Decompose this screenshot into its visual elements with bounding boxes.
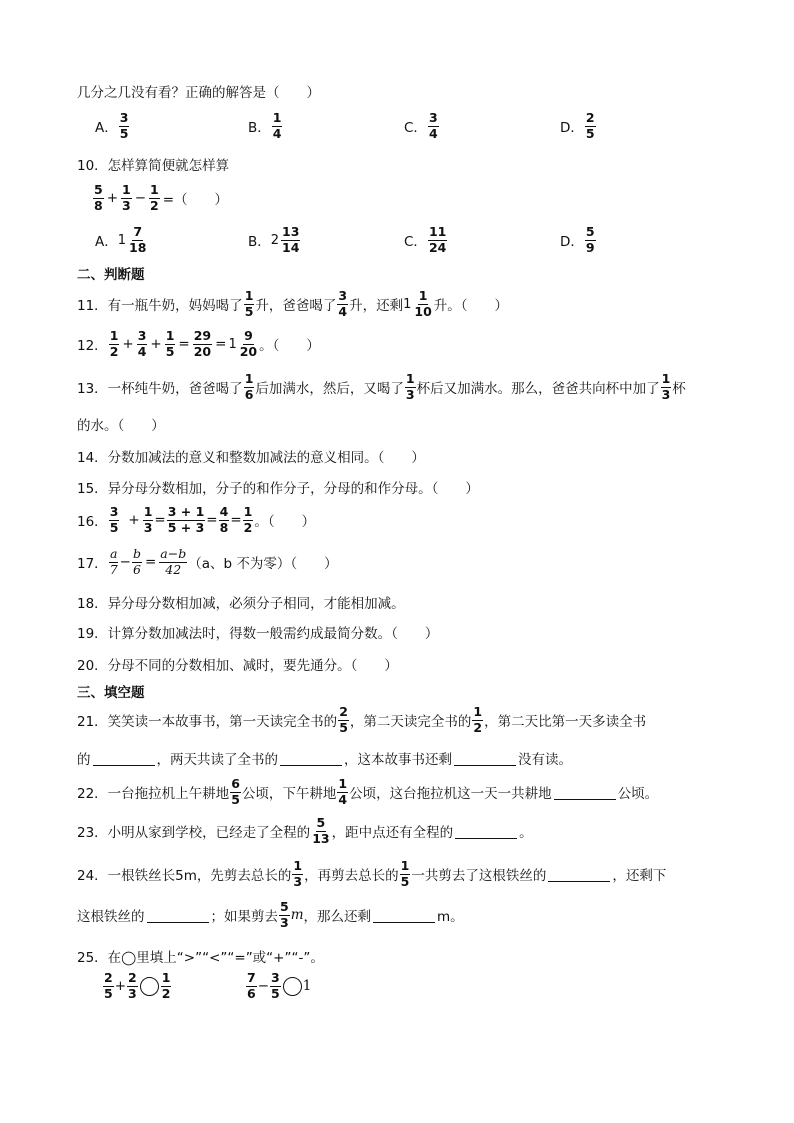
q10-option-d[interactable]: D． $\frac{5}{9}$: [560, 224, 595, 255]
q17: 17． $\frac{a}{7}$ − $\frac{b}{6}$ = $\frac{a-b}{42}$ （a、b 不为零）（ ）: [77, 546, 338, 577]
q13-line2: 的水。（ ）: [77, 418, 165, 434]
q13-line1: 13．一杯纯牛奶，爸爸喝了 $\frac{1}{6}$ 后加满水，然后，又喝了 $\frac{1}{3}$ 杯后又加满水。那么，爸爸共向杯中加了 $\frac{1}{3}$ 杯: [77, 371, 686, 402]
q19: 19．计算分数加减法时，得数一般需约成最简分数。（ ）: [77, 626, 439, 642]
q10-option-c[interactable]: C． $\frac{11}{24}$: [404, 224, 447, 255]
q25-answer-circle-2[interactable]: [283, 977, 302, 996]
q24-blank-1[interactable]: [548, 867, 610, 882]
q25-answer-circle-1[interactable]: [140, 977, 159, 996]
q9-option-b[interactable]: B． $\frac{1}{4}$: [248, 110, 282, 141]
q21-blank-2[interactable]: [280, 751, 342, 766]
q10-option-b[interactable]: B． 2 $\frac{13}{14}$: [248, 224, 300, 255]
q9-option-a[interactable]: A． $\frac{3}{5}$: [95, 110, 129, 141]
q20: 20．分母不同的分数相加、减时，要先通分。（ ）: [77, 658, 398, 674]
q10-expression: $\frac{5}{8}$ + $\frac{1}{3}$ − $\frac{1}{2}$ =（ ）: [94, 182, 229, 213]
q24-blank-3[interactable]: [373, 908, 435, 923]
q25-expression-2: $\frac{7}{6}$ − $\frac{3}{5}$ 1: [247, 970, 312, 1001]
section-heading-judgement: 二、判断题: [77, 267, 145, 283]
q9-stem-tail: 几分之几没有看？正确的解答是（ ）: [77, 85, 320, 101]
q18: 18．异分母分数相加减，必须分子相同，才能相加减。: [77, 596, 405, 612]
q16: 16． $\frac{3}{5}$ + $\frac{1}{3}$ = $\frac{3 + 1}{5 + 3}$ = $\frac{4}{8}$ = $\frac{1}{2}$ 。（ ）: [77, 504, 316, 535]
q15: 15．异分母分数相加，分子的和作分子，分母的和作分母。（ ）: [77, 481, 479, 497]
q25-stem: 25．在◯里填上“>”“<”“=”或“+”“-”。: [77, 950, 324, 966]
q21-line1: 21．笑笑读一本故事书，第一天读完全书的 $\frac{2}{5}$ ，第二天读完全书的 $\frac{1}{2}$ ，第二天比第一天多读全书: [77, 704, 647, 735]
q24-line2: 这根铁丝的 ；如果剪去 $\frac{5}{3}$ m ，那么还剩 m。: [77, 899, 464, 930]
q9-option-d[interactable]: D． $\frac{2}{5}$: [560, 110, 595, 141]
q22-blank[interactable]: [554, 785, 616, 800]
q23-blank[interactable]: [455, 824, 517, 839]
q10-option-a[interactable]: A． 1 $\frac{7}{18}$: [95, 224, 147, 255]
q23: 23．小明从家到学校，已经走了全程的 $\frac{5}{13}$ ，距中点还有全程的 。: [77, 815, 533, 846]
section-heading-fill-in: 三、填空题: [77, 685, 145, 701]
q14: 14．分数加减法的意义和整数加减法的意义相同。（ ）: [77, 450, 425, 466]
q21-blank-3[interactable]: [454, 751, 516, 766]
q11: 11．有一瓶牛奶，妈妈喝了 $\frac{1}{5}$ 升，爸爸喝了 $\frac{3}{4}$ 升，还剩 1 $\frac{1}{10}$ 升。（ ）: [77, 288, 509, 319]
q24-blank-2[interactable]: [147, 908, 209, 923]
q12: 12． $\frac{1}{2}$ + $\frac{3}{4}$ + $\frac{1}{5}$ = $\frac{29}{20}$ = 1 $\frac{9}{20}$ 。（ ）: [77, 328, 320, 359]
q21-blank-1[interactable]: [93, 751, 155, 766]
q22: 22．一台拖拉机上午耕地 $\frac{6}{5}$ 公顷，下午耕地 $\frac{1}{4}$ 公顷，这台拖拉机这一天一共耕地 公顷。: [77, 776, 659, 807]
q10-title: 10．怎样算简便就怎样算: [77, 158, 230, 174]
q9-option-c[interactable]: C． $\frac{3}{4}$: [404, 110, 438, 141]
q21-line2: 的 ，两天共读了全书的 ，这本故事书还剩 没有读。: [77, 752, 572, 768]
q24-line1: 24．一根铁丝长5m，先剪去总长的 $\frac{1}{3}$ ，再剪去总长的 $\frac{1}{5}$ 一共剪去了这根铁丝的 ，还剩下: [77, 858, 667, 889]
q25-expression-1: $\frac{2}{5}$ + $\frac{2}{3}$ $\frac{1}{2}$: [104, 970, 171, 1001]
